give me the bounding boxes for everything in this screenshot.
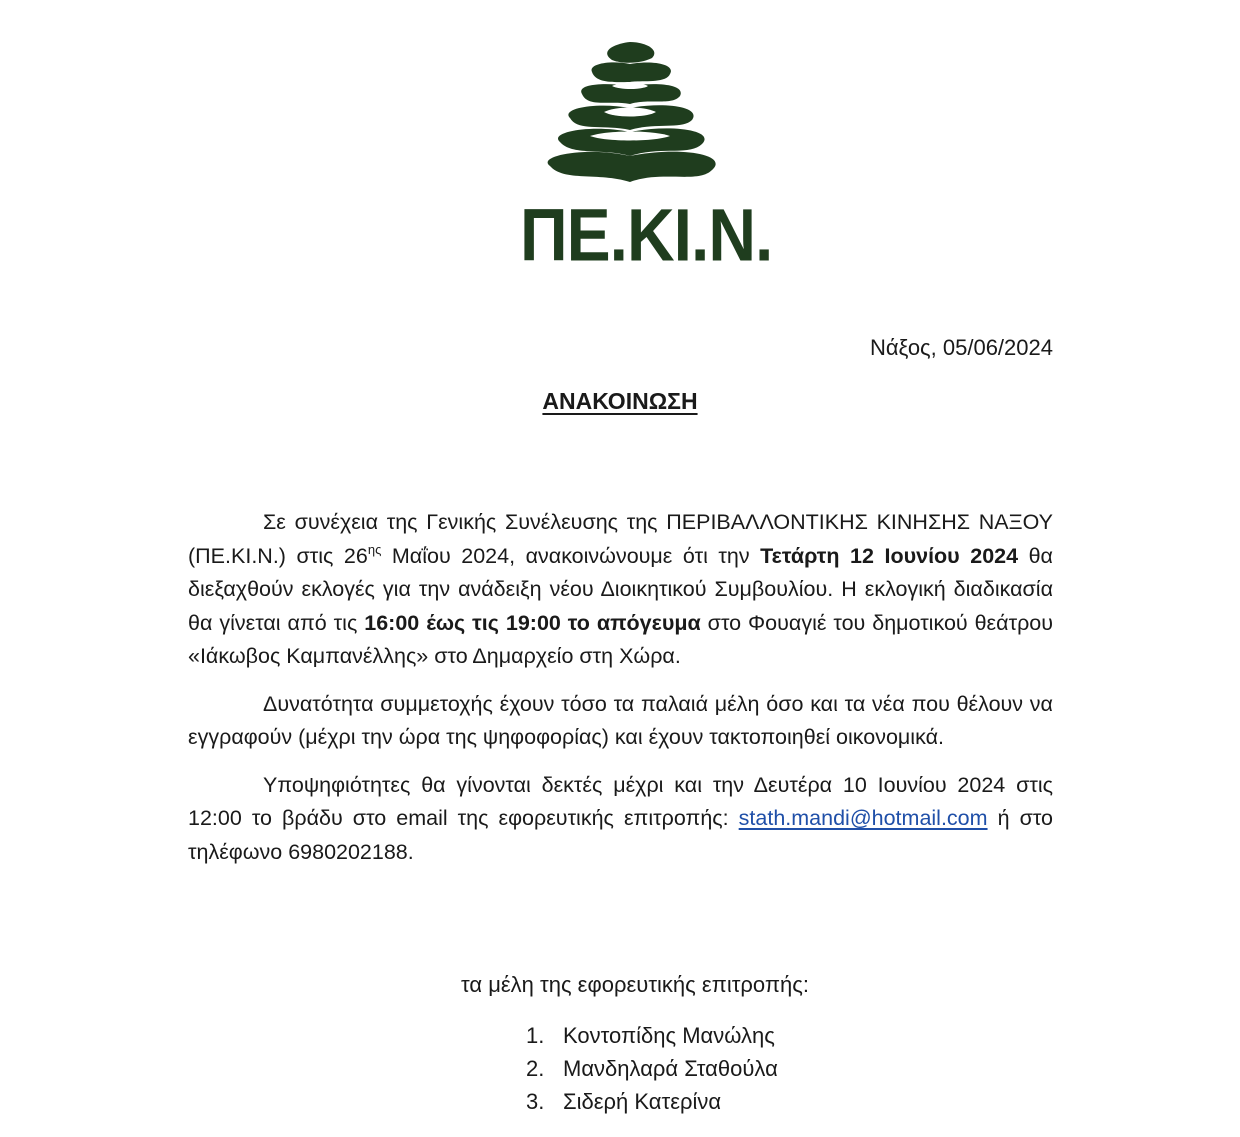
ordinal-suffix: ης	[367, 541, 382, 557]
list-item	[526, 1052, 778, 1085]
list-number: 1.	[526, 1023, 545, 1048]
paragraph1-text-2: Μαΐου 2024, ανακοινώνουμε ότι την	[381, 543, 761, 568]
email-link[interactable]: stath.mandi@hotmail.com	[738, 806, 988, 830]
list-number: 3.	[526, 1089, 545, 1114]
logo-text: ΠΕ.ΚΙ.Ν.	[520, 193, 773, 277]
member-name: Κοντοπίδης Μανώλης	[563, 1023, 775, 1048]
paragraph1-text-1: Σε συνέχεια της Γενικής Συνέλευσης της ΠΕΡΙΒΑΛΛΟΝΤΙΚΗΣ ΚΙΝΗΣΗΣ ΝΑΞΟΥ (ΠΕ.ΚΙ.Ν.) στις 26	[188, 510, 1053, 568]
pine-tree-icon	[520, 38, 740, 198]
title-text: ΑΝΑΚΟΙΝΩΣΗ	[542, 388, 698, 414]
list-item	[526, 1085, 778, 1118]
list-number: 2.	[526, 1056, 545, 1081]
election-hours: 16:00 έως τις 19:00 το απόγευμα	[364, 610, 701, 635]
paragraph-eligibility: Δυνατότητα συμμετοχής έχουν τόσο τα παλαιά μέλη όσο και τα νέα που θέλουν να εγγραφούν (μέχρι την ώρα της ψηφοφορίας) και έχουν τακτοποιηθεί οικονομικά.	[188, 691, 1053, 749]
announcement-body	[188, 506, 1053, 883]
member-name: Μανδηλαρά Σταθούλα	[563, 1056, 778, 1081]
paragraph-candidacies	[188, 769, 1053, 870]
paragraph1-text-4: στο Φουαγιέ του δημοτικού θεάτρου «Ιάκωβος Καμπανέλλης» στο Δημαρχείο στη Χώρα.	[188, 610, 1054, 668]
paragraph3-text-1: Υποψηφιότητες θα γίνονται δεκτές μέχρι και την Δευτέρα 10 Ιουνίου 2024 στις 12:00 το βράδυ στο email της εφορευτικής επιτροπής:	[188, 772, 1053, 830]
paragraph3-text-2: ή στο τηλέφωνο 6980202188.	[188, 806, 1053, 864]
paragraph-elections	[188, 506, 1053, 674]
election-date: Τετάρτη 12 Ιουνίου 2024	[760, 543, 1019, 568]
member-name: Σιδερή Κατερίνα	[563, 1089, 722, 1114]
organization-logo	[520, 38, 773, 278]
document-date: Νάξος, 05/06/2024	[869, 335, 1053, 360]
list-item	[526, 1019, 778, 1052]
document-title	[0, 385, 1240, 417]
paragraph1-text-3: θα διεξαχθούν εκλογές για την ανάδειξη νέου Διοικητικού Συμβουλίου. Η εκλογική διαδικασία θα γίνεται από τις	[188, 543, 1053, 635]
members-list	[526, 1019, 778, 1118]
members-heading: τα μέλη της εφορευτικής επιτροπής:	[460, 972, 809, 997]
